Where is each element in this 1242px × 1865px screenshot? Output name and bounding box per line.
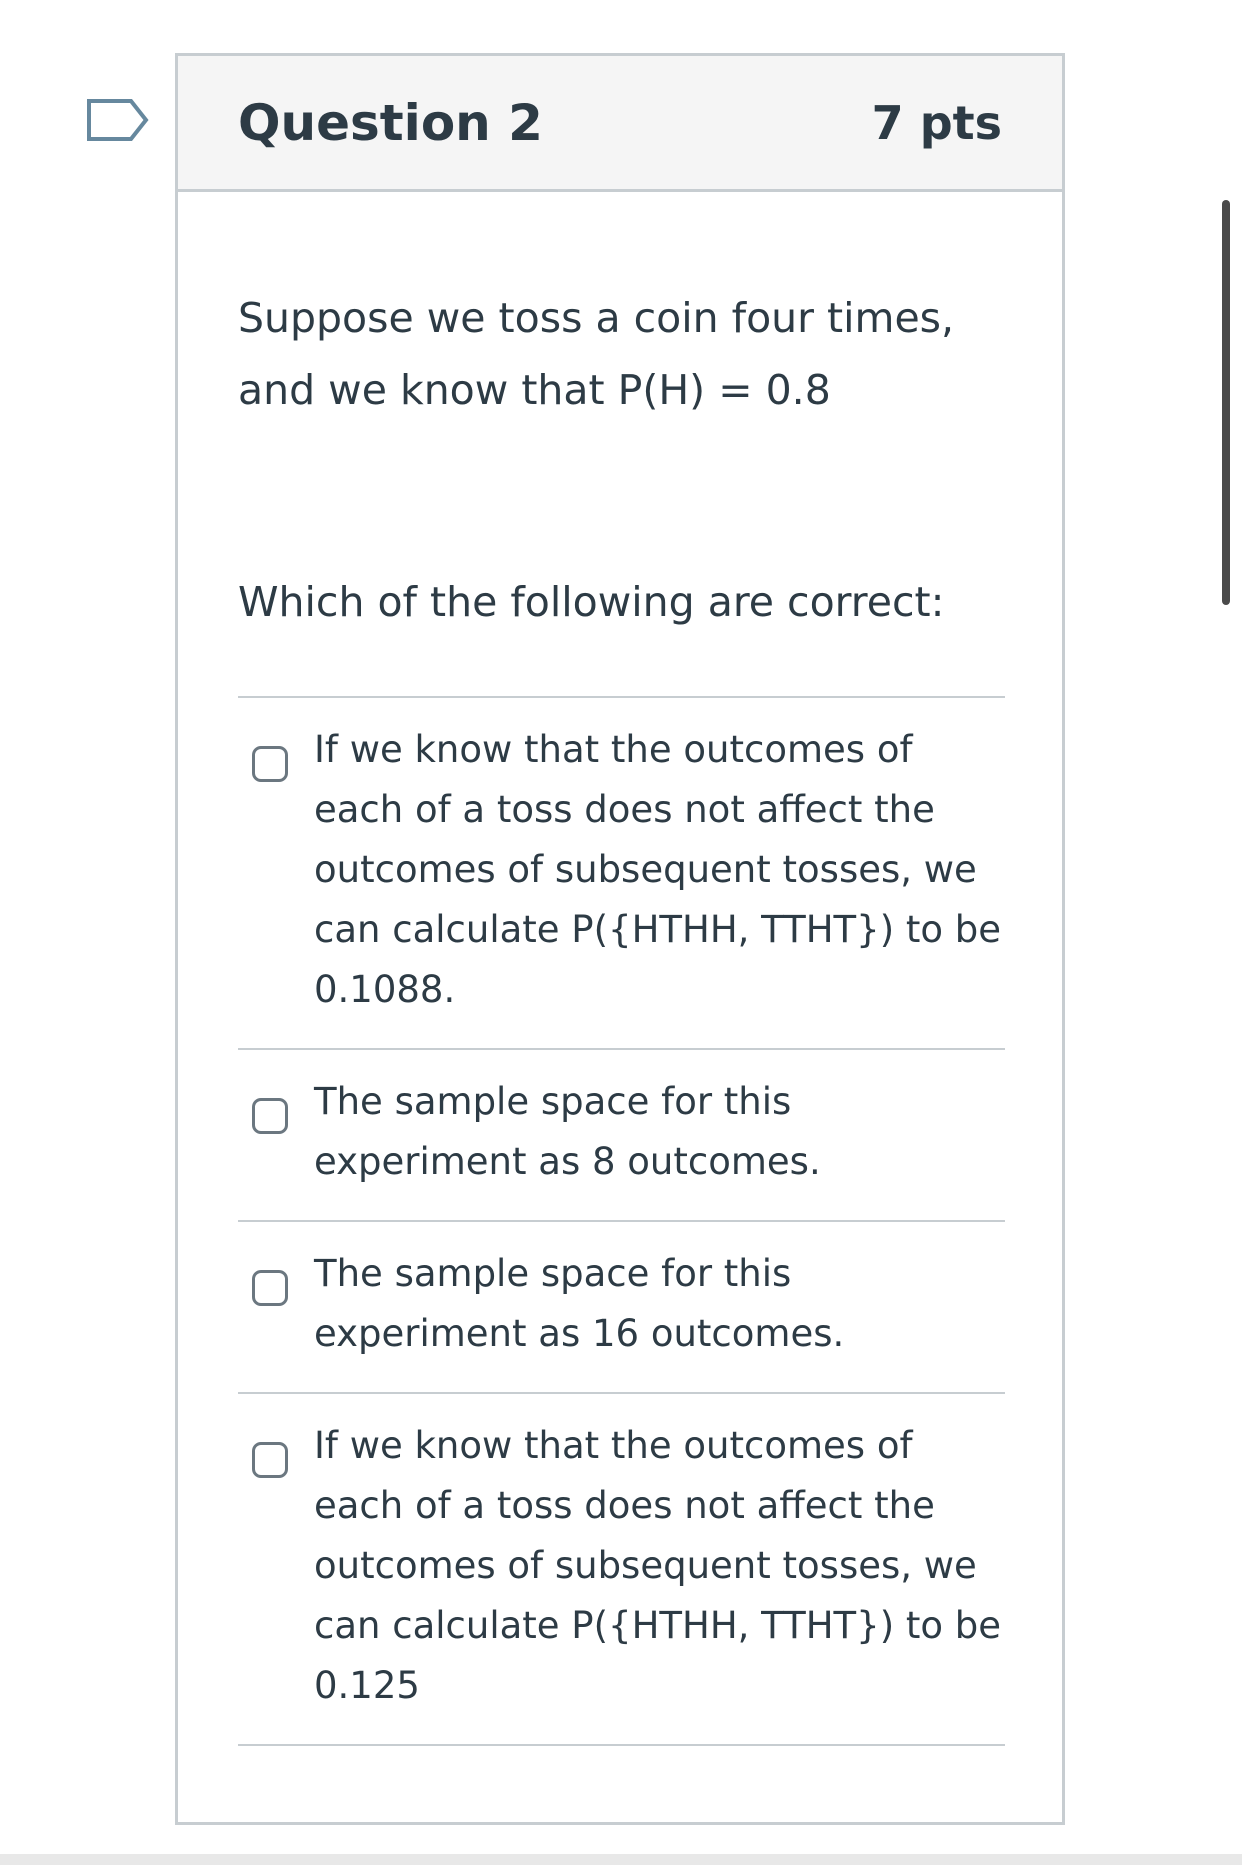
answer-checkbox[interactable]	[252, 1098, 288, 1134]
answer-label[interactable]: If we know that the outcomes of each of a toss does not affect the outcomes of subsequent tosses, we can calculate P({HTHH, TTHT}) to be 0.125	[314, 1424, 1002, 1707]
answer-option-4[interactable]	[238, 1394, 1005, 1746]
scrollbar-thumb[interactable]	[1222, 200, 1230, 605]
answer-label[interactable]: The sample space for this experiment as 8 outcomes.	[314, 1080, 821, 1183]
question-body	[178, 192, 1062, 1746]
question-points: 7 pts	[871, 95, 1002, 150]
question-card	[175, 53, 1065, 1825]
question-title: Question 2	[238, 93, 543, 152]
answer-list	[238, 696, 1005, 1746]
answer-label[interactable]: The sample space for this experiment as 16 outcomes.	[314, 1252, 845, 1355]
question-prompt: Which of the following are correct:	[238, 578, 945, 626]
answer-option-2[interactable]	[238, 1050, 1005, 1222]
answer-option-3[interactable]	[238, 1222, 1005, 1394]
question-header	[178, 56, 1062, 192]
question-stem: Suppose we toss a coin four times, and we know that P(H) = 0.8	[238, 294, 955, 414]
bottom-edge-bar	[0, 1854, 1242, 1865]
answer-option-1[interactable]	[238, 698, 1005, 1050]
flag-question-icon[interactable]	[86, 98, 150, 142]
answer-checkbox[interactable]	[252, 1270, 288, 1306]
answer-checkbox[interactable]	[252, 1442, 288, 1478]
answer-checkbox[interactable]	[252, 746, 288, 782]
answer-label[interactable]: If we know that the outcomes of each of a toss does not affect the outcomes of subsequent tosses, we can calculate P({HTHH, TTHT}) to be 0.1088.	[314, 728, 1002, 1011]
